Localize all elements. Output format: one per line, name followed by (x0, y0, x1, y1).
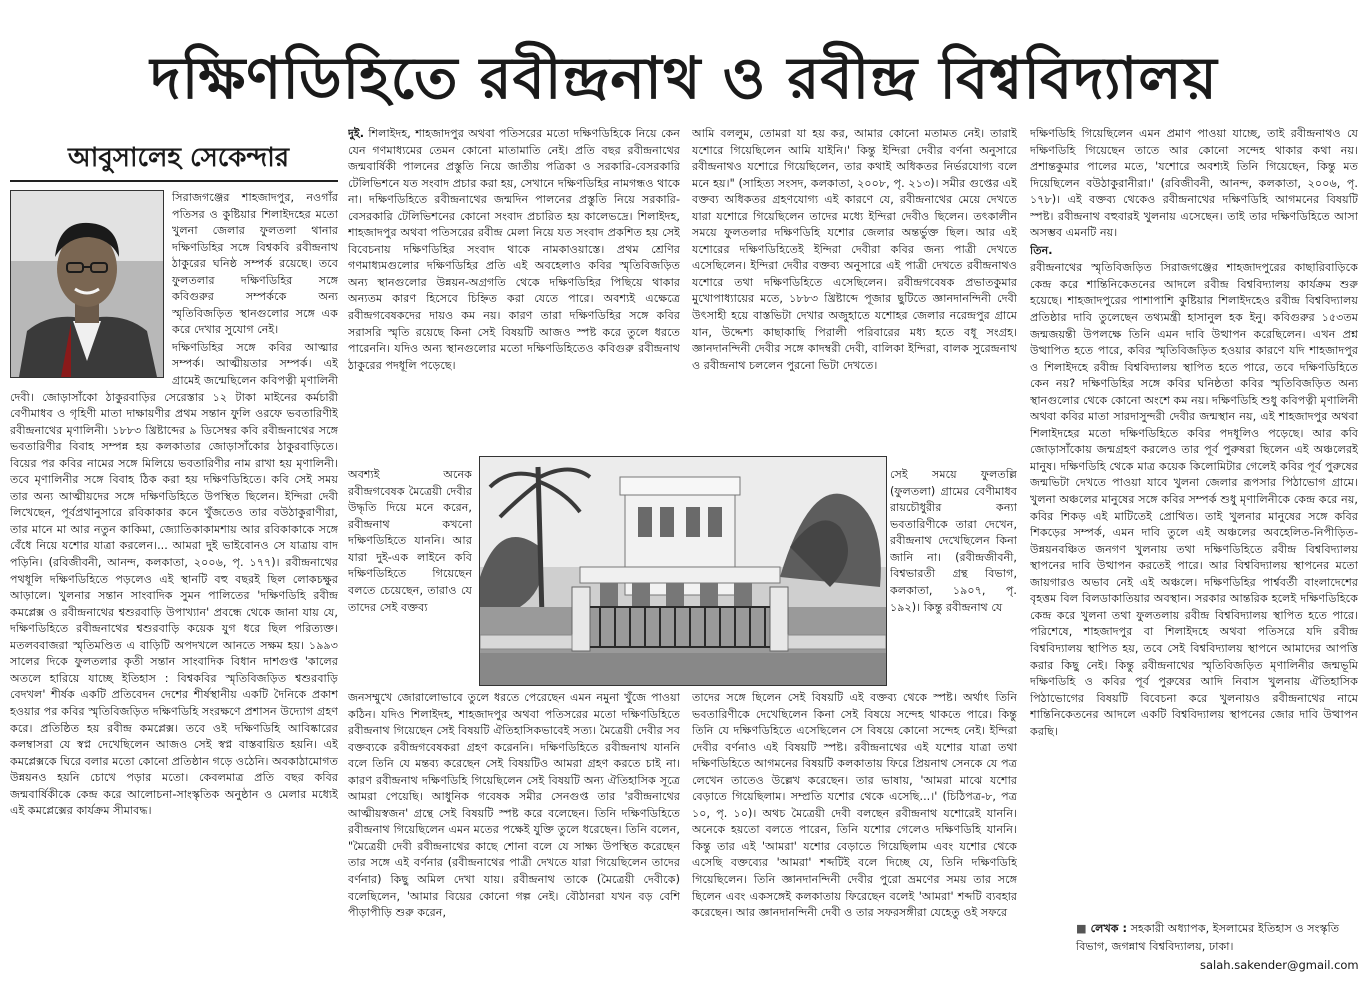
article-column-2 (348, 126, 680, 456)
column-3-lower-text: তাদের সঙ্গে ছিলেন সেই বিষয়টি এই বক্তব্য থেকে স্পষ্ট। অর্থাৎ তিনি ভবতারিণীকে দেখেছিলেন কিনা সেই বিষয়ে সন্দেহ থাকতে পারে। কিন্তু তিনি যে দক্ষিণডিহিতে এসেছিলেন সে বিষয়ে কোনো সন্দেহ নেই। ইন্দিরা দেবীর বর্ণনাও এই বিষয়টি স্পষ্ট। রবীন্দ্রনাথের এই যশোর যাত্রা তথা দক্ষিণডিহিতে আগমনের বিষয়টি কলকাতায় ফিরে প্রিয়নাথ সেনকে যে পত্র লেখেন তাতেও উল্লেখ করেছেন। তার ভাষায়, 'আমরা মাঝে যশোর বেড়াতে গিয়েছিলাম। সম্প্রতি যশোর থেকে এসেছি...।' (চিঠিপত্র-৮, পত্র ১০, পৃ. ১০)। অথচ মৈত্রেয়ী দেবী বলছেন রবীন্দ্রনাথ যশোরেই যাননি। অনেকে হয়তো বলতে পারেন, তিনি যশোর গেলেও দক্ষিণডিহি যাননি। কিন্তু তার এই 'আমরা' যশোর বেড়াতে গিয়েছিলাম এবং যশোর থেকে এসেছি বক্তব্যের 'আমরা' শব্দটিই বলে দিচ্ছে যে, তিনি দক্ষিণডিহি গিয়েছিলেন। তিনি জ্ঞানদানন্দিনী দেবীর পুরো ভ্রমণের সময় তার সঙ্গে ছিলেন এবং একসঙ্গেই কলকাতায় ফিরেছেন বলেই 'আমরা' শব্দটি ব্যবহার করেছেন। আর জ্ঞানদানন্দিনী দেবী ও তার সফরসঙ্গীরা যেহেতু ওই সফরে (692, 691, 1017, 920)
headline: দক্ষিণডিহিতে রবীন্দ্রনাথ ও রবীন্দ্র বিশ্ববিদ্যালয় (150, 44, 1218, 112)
author-portrait (10, 190, 164, 378)
article-column-2-lower (348, 690, 680, 988)
column-2-narrow-text: অবশ্যই অনেক রবীন্দ্রগবেষক মৈত্রেয়ী দেবীর উদ্ধৃতি দিয়ে মনে করেন, রবীন্দ্রনাথ কখনো দক্ষিণডিহিতে যাননি। আর যারা দুই-এক লাইনে কবি দক্ষিণডিহিতে গিয়েছেন বলতে চেয়েছেন, তারাও যে তাদের সেই বক্তব্য (348, 468, 472, 614)
column-3-narrow (890, 456, 1017, 686)
column-4-body: রবীন্দ্রনাথের স্মৃতিবিজড়িত সিরাজগঞ্জের শাহজাদপুরের কাছারিবাড়িকে কেন্দ্র করে শান্তিনিকেতনের আদলে রবীন্দ্র বিশ্ববিদ্যালয় কার্যক্রম শুরু হয়েছে। শাহজাদপুরের পাশাপাশি কুষ্টিয়ার শিলাইদহেও রবীন্দ্র বিশ্ববিদ্যালয় প্রতিষ্ঠার দাবি তুলেছেন তথ্যমন্ত্রী হাসানুল হক ইনু। কবিগুরুর ১৫৩তম জন্মজয়ন্তী উপলক্ষে তিনি এমন দাবি উত্থাপন করেছিলেন। এখন প্রশ্ন উত্থাপিত হতে পারে, কবির স্মৃতিবিজড়িত হওয়ার কারণে যদি শাহজাদপুর ও শিলাইদহে রবীন্দ্র বিশ্ববিদ্যালয় স্থাপিত হতে পারে, তবে দক্ষিণডিহিতে কেন নয়? দক্ষিণডিহির সঙ্গে কবির ঘনিষ্ঠতা কবির স্মৃতিবিজড়িত অন্য স্থানগুলোর থেকে কোনো অংশে কম নয়। দক্ষিণডিহি শুধু কবিপত্নী মৃণালিনী অথবা কবির মাতা সারদাসুন্দরী দেবীর জন্মস্থান নয়, এই শাহজাদপুর অথবা শিলাইদহের মতো দক্ষিণডিহিতে কবির পদধূলিও পড়েছে। আর কবি জোড়াসাঁকোয় জন্মগ্রহণ করলেও তার পূর্ব পুরুষরা ছিলেন এই অঞ্চলেরই মানুষ। দক্ষিণডিহি থেকে মাত্র কয়েক কিলোমিটার গেলেই কবির পূর্ব পুরুষের জন্মভিটা দেখতে পাওয়া যাবে খুলনা জেলার রূপসার পিঠাভোগ গ্রামে। খুলনা অঞ্চলের মানুষের সঙ্গে কবির সম্পর্ক শুধু মৃণালিনীকে কেন্দ্র করে নয়, কবির শিকড় এই মাটিতেই প্রোথিত। তাই খুলনার মানুষের সঙ্গে কবির শিকড়ের সম্পর্ক, এমন দাবি তুলে এই অঞ্চলের অবহেলিত-নিপীড়িত-উন্নয়নবঞ্চিত জনগণ খুলনায় তথা দক্ষিণডিহিতে রবীন্দ্র বিশ্ববিদ্যালয় স্থাপনের দাবি উত্থাপন করতেই পারে। আর বিশ্ববিদ্যালয় স্থাপনের মতো জায়গারও অভাব নেই এই অঞ্চলে। দক্ষিণডিহির পার্শ্ববর্তী বাংলাদেশের বৃহত্তম বিল বিলডাকাতিয়ার অবস্থান। সরকার আন্তরিক হলেই দক্ষিণডিহিকে কেন্দ্র করে খুলনা তথা ফুলতলায় রবীন্দ্র বিশ্ববিদ্যালয় স্থাপিত হতে পারে। পরিশেষে, শাহজাদপুর বা শিলাইদহে অথবা পতিসরে যদি রবীন্দ্র বিশ্ববিদ্যালয় স্থাপিত হয়, তবে সেই বিশ্ববিদ্যালয় স্থাপনে আমাদের আপত্তি করার কিছু নেই। কিন্তু রবীন্দ্রনাথের স্মৃতিবিজড়িত মৃণালিনীর জন্মভূমি দক্ষিণডিহি ও কবির পূর্ব পুরুষের আদি নিবাস খুলনায় ঐতিহাসিক পিঠাভোগের বিষয়টি বিবেচনা করে খুলনায়ও রবীন্দ্রনাথের নামে শান্তিনিকেতনের আদলে একটি বিশ্ববিদ্যালয় স্থাপনের জোর দাবি উত্থাপন করছি। (1030, 261, 1358, 738)
column-2-lower-text: জনসম্মুখে জোরালোভাবে তুলে ধরতে পেরেছেন এমন নমুনা খুঁজে পাওয়া কঠিন। যদিও শিলাইদহ, শাহজাদপুর অথবা পতিসরের মতো দক্ষিণডিহিতে রবীন্দ্রনাথ গিয়েছেন সেই বিষয়টি ঐতিহাসিকভাবেই সত্য। মৈত্রেয়ী দেবীর সব বক্তব্যকে রবীন্দ্রগবেষকরা গ্রহণ করেননি। দক্ষিণডিহিতে রবীন্দ্রনাথ যাননি বলে তিনি যে মন্তব্য করেছেন সেই বিষয়টিও আমরা গ্রহণ করতে চাই না। কারণ রবীন্দ্রনাথ দক্ষিণডিহি গিয়েছিলেন সেই বিষয়টি অন্য ঐতিহাসিক সূত্রে আমরা পেয়েছি। আধুনিক গবেষক সমীর সেনগুপ্ত তার 'রবীন্দ্রনাথের আত্মীয়স্বজন' গ্রন্থে সেই বিষয়টি স্পষ্ট করে বলেছেন। তিনি দক্ষিণডিহিতে রবীন্দ্রনাথ গিয়েছিলেন এমন মতের পক্ষেই যুক্তি তুলে ধরেছেন। তিনি বলেন, "মৈত্রেয়ী দেবী রবীন্দ্রনাথের কাছে শোনা বলে যে সাক্ষ্য উপস্থিত করেছেন তার সঙ্গে এই বর্ণনার (রবীন্দ্রনাথের পাত্রী দেখতে যারা গিয়েছিলেন তাদের বর্ণনার) কিছু অমিল দেখা যায়। রবীন্দ্রনাথ তাকে (মৈত্রেয়ী দেবীকে) বলেছিলেন, 'আমার বিয়ের কোনো গল্প নেই। বৌঠানরা যখন বড় বেশি পীড়াপীড়ি শুরু করেন, (348, 691, 680, 920)
author-email[interactable]: salah.sakender@gmail.com (1200, 958, 1359, 972)
section-two-mark: দুই. (348, 127, 364, 140)
article-column-3-lower (692, 690, 1017, 988)
author-byline: আবুসালেহ সেকেন্দার (68, 143, 290, 173)
author-note-text: সহকারী অধ্যাপক, ইসলামের ইতিহাস ও সংস্কৃতি বিভাগ, জগন্নাথ বিশ্ববিদ্যালয়, ঢাকা। (1076, 922, 1340, 953)
section-three-mark: তিন. (1030, 243, 1053, 257)
byline-divider (10, 180, 338, 182)
article-column-1 (10, 190, 338, 988)
building-photo (479, 456, 887, 686)
column-2-body: শিলাইদহ, শাহজাদপুর অথবা পতিসরের মতো দক্ষিণডিহিকে নিয়ে কেন যেন গণমাধ্যমের তেমন কোনো মাতামাতি নেই। প্রতি বছর রবীন্দ্রনাথের জন্মবার্ষিকী পালনের প্রস্তুতি নিয়ে জাতীয় পত্রিকা ও সরকারি-বেসরকারি টেলিভিশনে যত সংবাদ প্রচার করা হয়, সেখানে দক্ষিণডিহির নামগন্ধও থাকে না। দক্ষিণডিহিতে রবীন্দ্রনাথের জন্মদিন পালনের প্রস্তুতি নিয়ে সরকারি-বেসরকারি টেলিভিশনের কোনো সংবাদ প্রচারিত হয় কালেভদ্রে। শিলাইদহ, শাহজাদপুর অথবা পতিসরের রবীন্দ্র মেলা নিয়ে যত সংবাদ প্রকশিত হয় সেই বিবেচনায় দক্ষিণডিহির সংবাদ থাকে নামকাওয়াস্তে। প্রথম শ্রেণির গণমাধ্যমগুলোর দক্ষিণডিহির প্রতি এই অবহেলাও কবির স্মৃতিবিজড়িত অন্য স্থানগুলোর উন্নয়ন-অগ্রগতি থেকে দক্ষিণডিহির পিছিয়ে থাকার অন্যতম কারণ হিসেবে চিহ্নিত করা যেতে পারে। অবশ্যই এক্ষেত্রে রবীন্দ্রগবেষকদের দায়ও কম নয়। কারণ তারা দক্ষিণডিহির সঙ্গে কবির সরাসরি স্মৃতি রয়েছে কিনা সেই বিষয়টি আজও স্পষ্ট করে তুলে ধরতে পারেননি। যদিও অন্য স্থানগুলোর মতো দক্ষিণডিহিতেও কবিগুরু রবীন্দ্রনাথ ঠাকুরের পদধূলি পড়েছে। (348, 127, 680, 372)
column-4-top: দক্ষিণডিহি গিয়েছিলেন এমন প্রমাণ পাওয়া যাচ্ছে, তাই রবীন্দ্রনাথও যে দক্ষিণডিহি গিয়েছেন তাতে আর কোনো সন্দেহ থাকার কথা নয়। প্রশান্তকুমার পালের মতে, 'যশোরে অবশ্যই তিনি গিয়েছেন, কিন্তু মত দিয়েছিলেন বউঠাকুরানীরা।' (রবিজীবনী, আনন্দ, কলকাতা, ২০০৬, পৃ. ১৭৮)। এই বক্তব্য থেকেও রবীন্দ্রনাথের দক্ষিণডিহি আগমনের বিষয়টি স্পষ্ট। রবীন্দ্রনাথ বহুবারই খুলনায় এসেছেন। তাই তার দক্ষিণডিহিতে আসা অসম্ভব এমনটি নয়। (1030, 127, 1358, 240)
author-note (1076, 920, 1356, 956)
column-3-narrow-text: সেই সময়ে ফুলতল্লি (ফুলতলা) গ্রামের বেণীমাধব রায়চৌধুরীর কন্যা ভবতারিণীকে তারা দেখেন, রবীন্দ্রনাথ দেখেছিলেন কিনা জানি না। (রবীন্দ্রজীবনী, বিশ্বভারতী গ্রন্থ বিভাগ, কলকাতা, ১৯০৭, পৃ. ১৯২)। কিন্তু রবীন্দ্রনাথ যে (890, 468, 1017, 614)
column-2-narrow (348, 456, 472, 686)
author-note-label: লেখক : (1090, 922, 1127, 935)
column-3-body: আমি বললুম, তোমরা যা হয় কর, আমার কোনো মতামত নেই। তারাই যশোরে গিয়েছিলেন আমি যাইনি।' কিন্তু ইন্দিরা দেবীর বর্ণনা অনুসারে রবীন্দ্রনাথও যশোরে গিয়েছিলেন, তার কথাই অধিকতর নির্ভরযোগ্য বলে মনে হয়।" (সাহিত্য সংসদ, কলকাতা, ২০০৮, পৃ. ২১৩)। সমীর গুপ্তের এই বক্তব্য অধিকতর গ্রহণযোগ্য এই কারণে যে, রবীন্দ্রনাথের মেয়ে দেখতে যারা যশোরে গিয়েছিলেন তাদের মধ্যে ইন্দিরা দেবীও ছিলেন। তৎকালীন সময়ে ফুলতলার দক্ষিণডিহি যশোর জেলার অন্তর্ভুক্ত ছিল। আর এই যশোরের দক্ষিণডিহিতেই ইন্দিরা দেবীরা কবির জন্য পাত্রী দেখতে এসেছিলেন। ইন্দিরা দেবীর বক্তব্য অনুসারে এই পাত্রী দেখতে রবীন্দ্রনাথও যশোরে তথা দক্ষিণডিহিতে এসেছিলেন। রবীন্দ্রগবেষক প্রভাতকুমার মুখোপাধ্যায়ের মতে, ১৮৮৩ খ্রিষ্টাব্দে পূজার ছুটিতে জ্ঞানদানন্দিনী দেবী উৎসাহী হয়ে বাস্তভিটা দেখার অজুহাতে যশোহর জেলার নরেন্দ্রপুর গ্রামে যান, উদ্দেশ্য কাছাকাছি পিরালী পরিবারের মধ্য হতে বধূ সংগ্রহ। জ্ঞানদানন্দিনী দেবীর সঙ্গে কাদম্বরী দেবী, বালিকা ইন্দিরা, বালক সুরেন্দ্রনাথ ও রবীন্দ্রনাথ চললেন পুরনো ভিটা দেখতে। (692, 127, 1017, 372)
rabindra-complex-photo (480, 457, 886, 685)
portrait-wrap-text: সিরাজগঞ্জের শাহজাদপুর, নওগাঁর পতিসর ও কুষ্টিয়ার শিলাইদহের মতো খুলনা জেলার ফুলতলা থানার দক্ষিণডিহির সঙ্গে বিশ্বকবি রবীন্দ্রনাথ ঠাকুরের ঘনিষ্ঠ সম্পর্ক রয়েছে। তবে ফুলতলার দক্ষিণডিহির সঙ্গে কবিগুরুর সম্পর্ককে অন্য স্মৃতিবিজড়িত স্থানগুলোর সঙ্গে এক করে দেখার সুযোগ নেই। (172, 191, 338, 337)
author-portrait-image (11, 191, 163, 377)
square-bullet-icon: ■ (1076, 922, 1087, 935)
article-column-4 (1030, 126, 1358, 916)
column-1-body: দক্ষিণডিহির সঙ্গে কবির আত্মার সম্পর্ক। আত্মীয়তার সম্পর্ক। এই গ্রামেই জন্মেছিলেন কবিপত্নী মৃণালিনী দেবী। জোড়াসাঁকো ঠাকুরবাড়ির সেরেস্তার ১২ টাকা মাইনের কর্মচারী বেণীমাধব ও গৃহিণী মাতা দাক্ষায়ণীর প্রথম সন্তান ফুলি ওরফে ভবতারিণীই রবীন্দ্রনাথের মৃণালিনী। ১৮৮৩ খ্রিষ্টাব্দের ৯ ডিসেম্বর কবি রবীন্দ্রনাথের সঙ্গে ভবতারিণীর বিবাহ সম্পন্ন হয় কলকাতার জোড়াসাঁকোর ঠাকুরবাড়িতে। বিয়ের পর কবির নামের সঙ্গে মিলিয়ে ভবতারিণীর নাম রাখা হয় মৃণালিনী। তবে মৃণালিনীর সঙ্গে বিবাহ ঠিক করা হয় দক্ষিণডিহিতে। কবি সেই সময় তার অন্য আত্মীয়দের সঙ্গে দক্ষিণডিহিতে উপস্থিত ছিলেন। ইন্দিরা দেবী লিখেছেন, পূর্বপ্রথানুসারে রবিকাকার কনে খুঁজতেও তার বউঠাকুরাণীরা, তার মানে মা আর নতুন কাকিমা, জ্যোতিকাকামশায় আর রবিকাকাকে সঙ্গে বেঁধে নিয়ে যশোর যাত্রা করলেন।... আমরা দুই ভাইবোনও সে যাত্রায় বাদ পড়িনি। (রবিজীবনী, আনন্দ, কলকাতা, ২০০৬, পৃ. ১৭৭)। রবীন্দ্রনাথের পথধূলি দক্ষিণডিহিতে পড়লেও এই স্থানটি বহু বছরই ছিল লোকচক্ষুর আড়ালে। খুলনার সন্তান সাংবাদিক সুমন পালিতের 'দক্ষিণডিহি রবীন্দ্র কমপ্লেক্স ও রবীন্দ্রনাথের শ্বশুরবাড়ি উপাখ্যান' প্রবন্ধে থেকে জানা যায় যে, দক্ষিণডিহিতে রবীন্দ্রনাথের শ্বশুরবাড়ি কয়েক যুগ ধরে ছিল পরিত্যক্ত। মতলববাজরা স্মৃতিমণ্ডিত এ বাড়িটি অপদখলে আনতে সক্ষম হয়। ১৯৯৩ সালের দিকে ফুলতলার কৃতী সন্তান সাংবাদিক বিধান দাশগুপ্ত 'কালের অতলে হারিয়ে যাচ্ছে ইতিহাস : বিশ্বকবির স্মৃতিবিজড়িত শ্বশুরবাড়ি বেদখল' শীর্ষক একটি প্রতিবেদন দেশের শীর্ষস্থানীয় একটি দৈনিকে প্রকাশ হওয়ার পর কবির স্মৃতিবিজড়িত দক্ষিণডিহি সংরক্ষণে প্রশাসন উদ্যোগ গ্রহণ করে। প্রতিষ্ঠিত হয় রবীন্দ্র কমপ্লেক্স। তবে ওই দক্ষিণডিহি আবিষ্কারের কলম্বাসরা যে স্বপ্ন দেখেছিলেন আজও সেই স্বপ্ন বাস্তবায়িত হয়নি। এই কমপ্লেক্সকে ঘিরে বলার মতো কোনো প্রতিষ্ঠান গড়ে ওঠেনি। অবকাঠামোগত উন্নয়নও হয়নি চোখে পড়ার মতো। কেবলমাত্র প্রতি বছর কবির জন্মবার্ষিকীকে কেন্দ্র করে আলোচনা-সাংস্কৃতিক অনুষ্ঠান ও মেলার মধ্যেই এই কমপ্লেক্সের কার্যক্রম সীমাবদ্ধ। (10, 340, 338, 818)
article-column-3 (692, 126, 1017, 456)
